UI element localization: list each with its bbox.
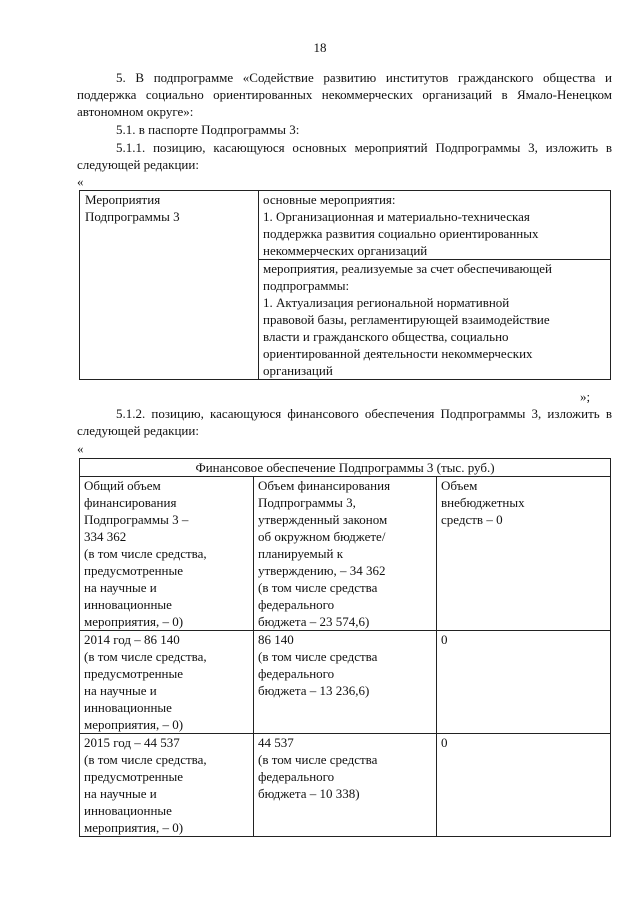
cell-line: федерального [258, 597, 335, 612]
cell-line: мероприятия, реализуемые за счет обеспечивающей [263, 261, 553, 276]
cell-line: мероприятия, – 0) [84, 614, 184, 629]
cell-line: Подпрограммы 3, [258, 495, 356, 510]
cell-line: на научные и [84, 683, 157, 698]
cell-line: на научные и [84, 580, 157, 595]
cell-line: основные мероприятия: [263, 192, 396, 207]
cell-line: мероприятия, – 0) [84, 820, 184, 835]
cell-line: об окружном бюджете/ [258, 529, 386, 544]
cell-line: власти и гражданского общества, социально [263, 329, 509, 344]
cell-line: Подпрограммы 3 – [84, 512, 189, 527]
cell-line: некоммерческих организаций [263, 243, 428, 258]
cell-line: Общий объем [84, 478, 161, 493]
opening-quote: « [77, 441, 84, 456]
cell-line: финансирования [84, 495, 177, 510]
cell-line: инновационные [84, 803, 172, 818]
cell-line: Мероприятия [85, 192, 161, 207]
cell-line: 1. Актуализация региональной нормативной [263, 295, 510, 310]
cell-line: 2015 год – 44 537 [84, 735, 180, 750]
cell-line: федерального [258, 769, 335, 784]
supporting-activities-cell [259, 260, 611, 380]
cell-line: утвержденный законом [258, 512, 388, 527]
extrabudgetary-cell [437, 477, 611, 631]
opening-quote: « [77, 174, 84, 189]
cell-line: инновационные [84, 700, 172, 715]
cell-line: инновационные [84, 597, 172, 612]
cell-line: мероприятия, – 0) [84, 717, 184, 732]
paragraph-5-1-2: 5.1.2. позицию, касающуюся финансового обеспечения Подпрограммы 3, изложить в следующей редакции: [77, 406, 612, 438]
financing-table [79, 458, 611, 837]
cell-line: 2014 год – 86 140 [84, 632, 180, 647]
cell-line: Объем финансирования [258, 478, 391, 493]
paragraph-5-1: 5.1. в паспорте Подпрограммы 3: [116, 122, 300, 137]
page-number: 18 [313, 40, 327, 55]
cell-line: (в том числе средства [258, 580, 378, 595]
financing-table-header: Финансовое обеспечение Подпрограммы 3 (тыс. руб.) [80, 459, 611, 477]
cell-line: на научные и [84, 786, 157, 801]
table-row [80, 477, 611, 631]
total-financing-cell [80, 734, 254, 837]
extrabudgetary-cell [437, 734, 611, 837]
cell-line: бюджета – 10 338) [258, 786, 360, 801]
cell-line: бюджета – 23 574,6) [258, 614, 370, 629]
cell-line: 1. Организационная и материально-техническая [263, 209, 530, 224]
extrabudgetary-cell [437, 631, 611, 734]
main-activities-cell [259, 191, 611, 260]
cell-line: 0 [441, 735, 448, 750]
cell-line: поддержка развития социально ориентированных [263, 226, 539, 241]
activities-table [79, 190, 611, 380]
table-row [80, 631, 611, 734]
budget-financing-cell [254, 734, 437, 837]
cell-line: 0 [441, 632, 448, 647]
cell-line: 86 140 [258, 632, 294, 647]
cell-line: 334 362 [84, 529, 127, 544]
cell-line: правовой базы, регламентирующей взаимодействие [263, 312, 550, 327]
cell-line: подпрограммы: [263, 278, 350, 293]
cell-line: федерального [258, 666, 335, 681]
cell-line: (в том числе средства [258, 649, 378, 664]
activities-label-cell [80, 191, 259, 380]
cell-line: 44 537 [258, 735, 294, 750]
total-financing-cell [80, 631, 254, 734]
cell-line: средств – 0 [441, 512, 503, 527]
cell-line: бюджета – 13 236,6) [258, 683, 370, 698]
cell-line: (в том числе средства, [84, 546, 207, 561]
cell-line: (в том числе средства [258, 752, 378, 767]
cell-line: предусмотренные [84, 769, 184, 784]
cell-line: Подпрограммы 3 [85, 209, 180, 224]
cell-line: (в том числе средства, [84, 649, 207, 664]
cell-line: планируемый к [258, 546, 344, 561]
cell-line: внебюджетных [441, 495, 525, 510]
cell-line: утверждению, – 34 362 [258, 563, 386, 578]
budget-financing-cell [254, 631, 437, 734]
paragraph-5-1-1: 5.1.1. позицию, касающуюся основных мероприятий Подпрограммы 3, изложить в следующей редакции: [77, 140, 612, 172]
cell-line: ориентированной деятельности некоммерческих [263, 346, 533, 361]
cell-line: предусмотренные [84, 666, 184, 681]
cell-line: Объем [441, 478, 478, 493]
cell-line: (в том числе средства, [84, 752, 207, 767]
cell-line: организаций [263, 363, 333, 378]
total-financing-cell [80, 477, 254, 631]
paragraph-5: 5. В подпрограмме «Содействие развитию институтов гражданского общества и поддержка социально ориентированных некоммерческих организаций в Ямало-Ненецком автономном округе»: [77, 70, 612, 119]
budget-financing-cell [254, 477, 437, 631]
table-row [80, 734, 611, 837]
cell-line: предусмотренные [84, 563, 184, 578]
closing-quote: »; [580, 389, 591, 404]
